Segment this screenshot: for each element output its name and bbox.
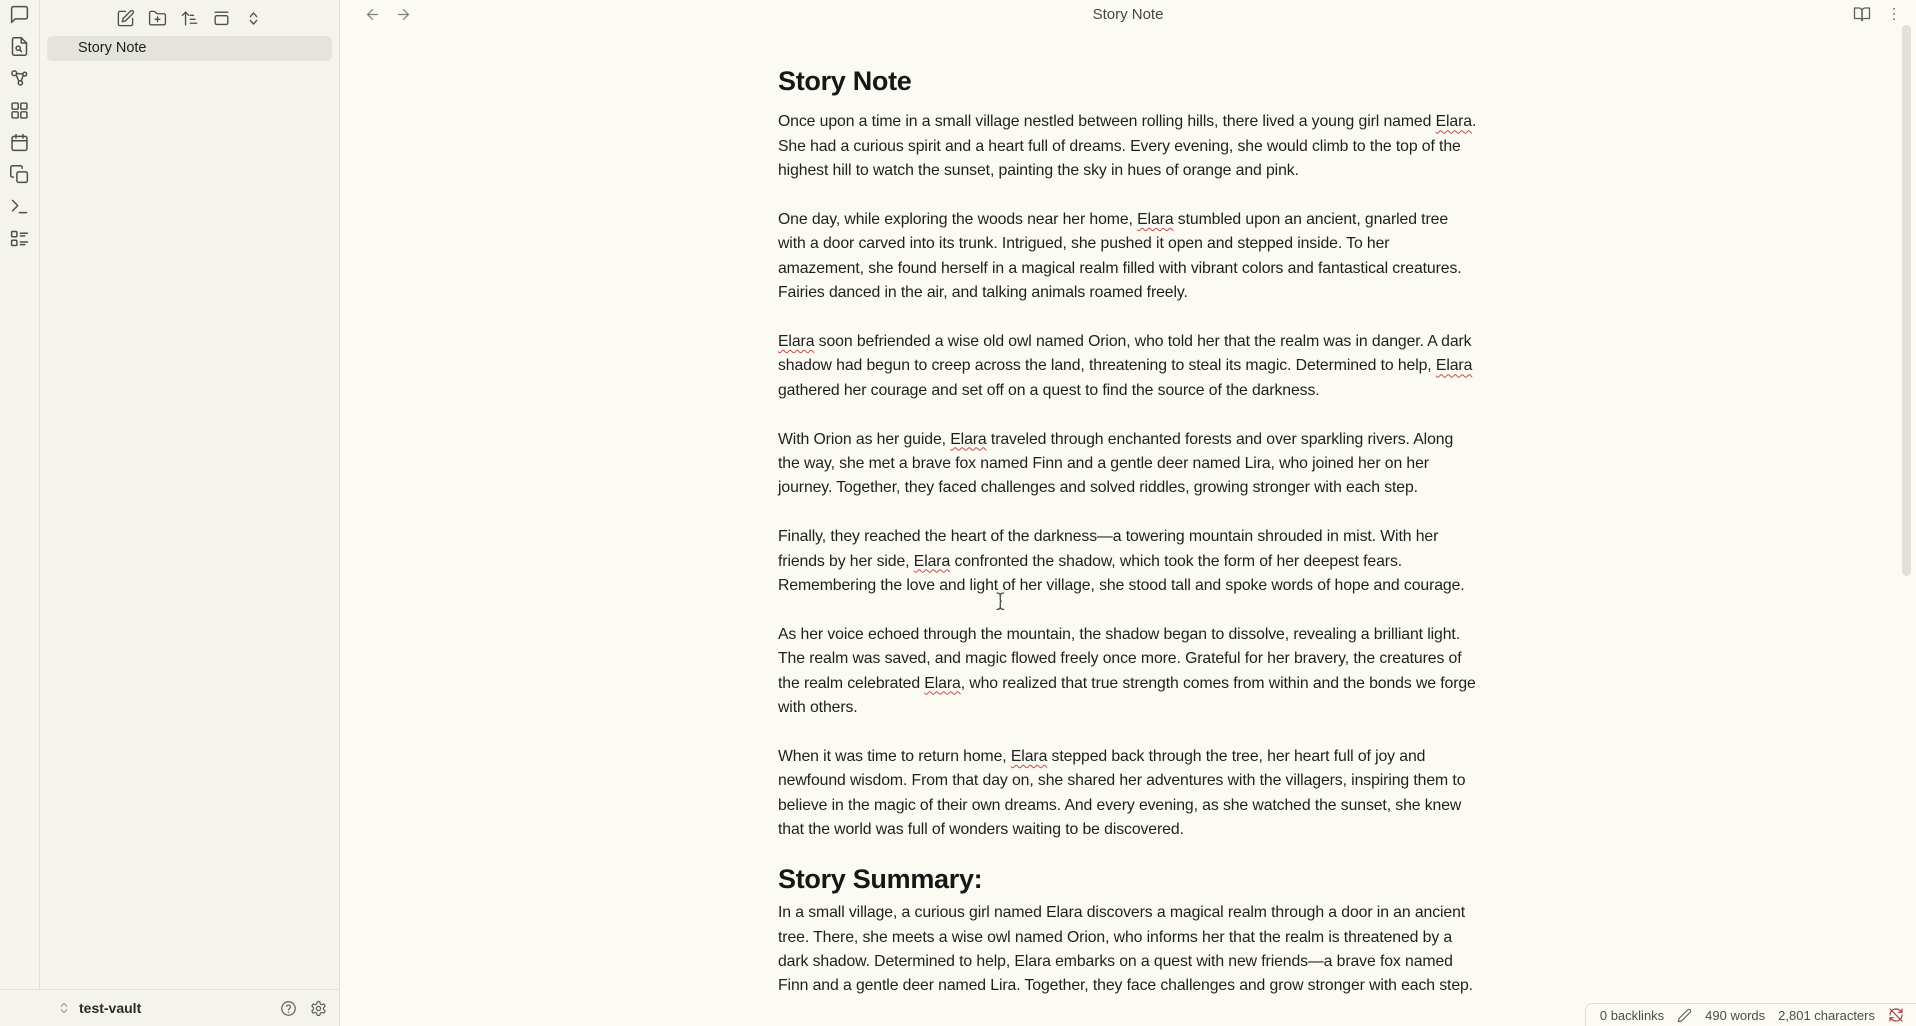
vault-switcher-icon xyxy=(57,1001,71,1015)
file-list xyxy=(40,34,339,63)
char-count[interactable]: 2,801 characters xyxy=(1778,1007,1875,1023)
more-options-icon[interactable] xyxy=(1885,5,1903,23)
graph-icon[interactable] xyxy=(9,68,30,89)
note-paragraph[interactable]: When it was time to return home, Elara stepped back through the tree, her heart full of joy and newfound wisdom. From that day on, she shared her adventures with the villagers, inspiring them to believe in the magic of their own dreams. And every evening, as she watched the sunset, she knew that the world was full of wonders waiting to be discovered. xyxy=(778,747,1466,839)
note-paragraph[interactable]: One day, while exploring the woods near her home, Elara stumbled upon an ancient, gnarled tree with a door carved into its trunk. Intrigued, she pushed it open and stepped inside. To her amazement, she found herself in a magical realm filled with vibrant colors and fantastical creatures. Fairies danced in the air, and talking animals roamed freely. xyxy=(778,211,1462,302)
expand-collapse-icon[interactable] xyxy=(244,9,263,28)
note-heading[interactable]: Story Summary: xyxy=(778,863,983,894)
note-content xyxy=(778,28,1478,999)
misspelled-word: Elara xyxy=(778,333,815,351)
backlinks-count[interactable]: 0 backlinks xyxy=(1599,1007,1665,1023)
edit-mode-icon[interactable] xyxy=(1677,1008,1692,1023)
reading-mode-icon[interactable] xyxy=(1853,5,1871,23)
word-count[interactable]: 490 words xyxy=(1705,1007,1766,1023)
vault-name: test-vault xyxy=(79,1000,142,1016)
vault-switcher[interactable] xyxy=(0,989,340,1026)
help-icon[interactable] xyxy=(280,1000,297,1017)
note-paragraph[interactable]: As her voice echoed through the mountain, the shadow began to dissolve, revealing a brilliant light. The realm was saved, and magic flowed freely once more. Grateful for her bravery, the creatures of the realm celebrated Elara, who realized that true strength comes from within and the bonds we forge with others. xyxy=(778,625,1476,717)
note-heading[interactable]: Story Note xyxy=(778,66,912,96)
view-title: Story Note xyxy=(1092,5,1164,23)
new-note-icon[interactable] xyxy=(116,9,135,28)
file-item-story-note[interactable]: Story Note xyxy=(47,36,332,61)
vault-actions xyxy=(280,1000,327,1017)
grid-icon[interactable] xyxy=(9,100,30,121)
file-explorer-toolbar xyxy=(40,0,339,34)
misspelled-word: Elara xyxy=(1010,747,1048,765)
sort-order-icon[interactable] xyxy=(180,9,199,28)
editor-pane xyxy=(340,0,1916,1026)
editor-scroll-area[interactable] xyxy=(340,28,1916,1026)
misspelled-word: Elara xyxy=(950,430,987,448)
sync-off-icon[interactable] xyxy=(1888,1007,1904,1023)
settings-icon[interactable] xyxy=(310,1000,327,1017)
note-paragraph[interactable]: With Orion as her guide, Elara traveled through enchanted forests and over sparkling rivers. Along the way, she met a brave fox named Finn and a gentle deer named Lira, who joined her on her journey. Together, they faced challenges and solved riddles, growing stronger with each step. xyxy=(778,430,1454,497)
misspelled-word: Elara xyxy=(1435,113,1472,131)
note-paragraph[interactable]: Finally, they reached the heart of the darkness—a towering mountain shrouded in mist. With her friends by her side, Elara confronted the shadow, which took the form of her deepest fears. Remembering the love and light of her village, she stood tall and spoke words of hope and courage. xyxy=(778,528,1465,595)
nav-arrows xyxy=(364,0,412,28)
panel-icon[interactable] xyxy=(212,9,231,28)
file-explorer-panel xyxy=(40,0,340,1026)
copy-icon[interactable] xyxy=(9,164,30,185)
misspelled-word: Elara xyxy=(1137,211,1174,228)
misspelled-word: Elara xyxy=(924,674,961,692)
checklist-icon[interactable] xyxy=(9,228,30,249)
new-folder-icon[interactable] xyxy=(148,9,167,28)
calendar-icon[interactable] xyxy=(9,132,30,153)
misspelled-word: Elara xyxy=(1435,357,1473,375)
scrollbar-thumb[interactable] xyxy=(1902,25,1911,576)
misspelled-word: Elara xyxy=(913,552,951,570)
note-paragraph[interactable]: Once upon a time in a small village nestled between rolling hills, there lived a young girl named Elara. She had a curious spirit and a heart full of dreams. Every evening, she would climb to the top of the highest hill to watch the sunset, painting the sky in hues of orange and pink. xyxy=(778,113,1477,180)
note-paragraph[interactable]: Elara soon befriended a wise old owl named Orion, who told her that the realm was in danger. A dark shadow had begun to creep across the land, threatening to steal its magic. Determined to help, Elara gathered her courage and set off on a quest to find the source of the darkness. xyxy=(778,333,1473,399)
back-icon[interactable] xyxy=(364,6,381,23)
view-header xyxy=(340,0,1916,28)
terminal-icon[interactable] xyxy=(9,196,30,217)
view-actions xyxy=(1853,0,1903,28)
note-paragraph[interactable]: In a small village, a curious girl named Elara discovers a magical realm through a door in an ancient tree. There, she meets a wise owl named Orion, who informs her that the realm is threatened by a dark shadow. Determined to help, Elara embarks on a quest with new friends—a brave fox named Finn and a gentle deer named Lira. Together, they face challenges and grow stronger with each step. xyxy=(778,904,1473,995)
status-bar xyxy=(1585,1003,1916,1026)
left-ribbon xyxy=(0,0,40,1026)
file-search-icon[interactable] xyxy=(9,36,30,57)
forward-icon[interactable] xyxy=(395,6,412,23)
comment-icon[interactable] xyxy=(9,4,30,25)
